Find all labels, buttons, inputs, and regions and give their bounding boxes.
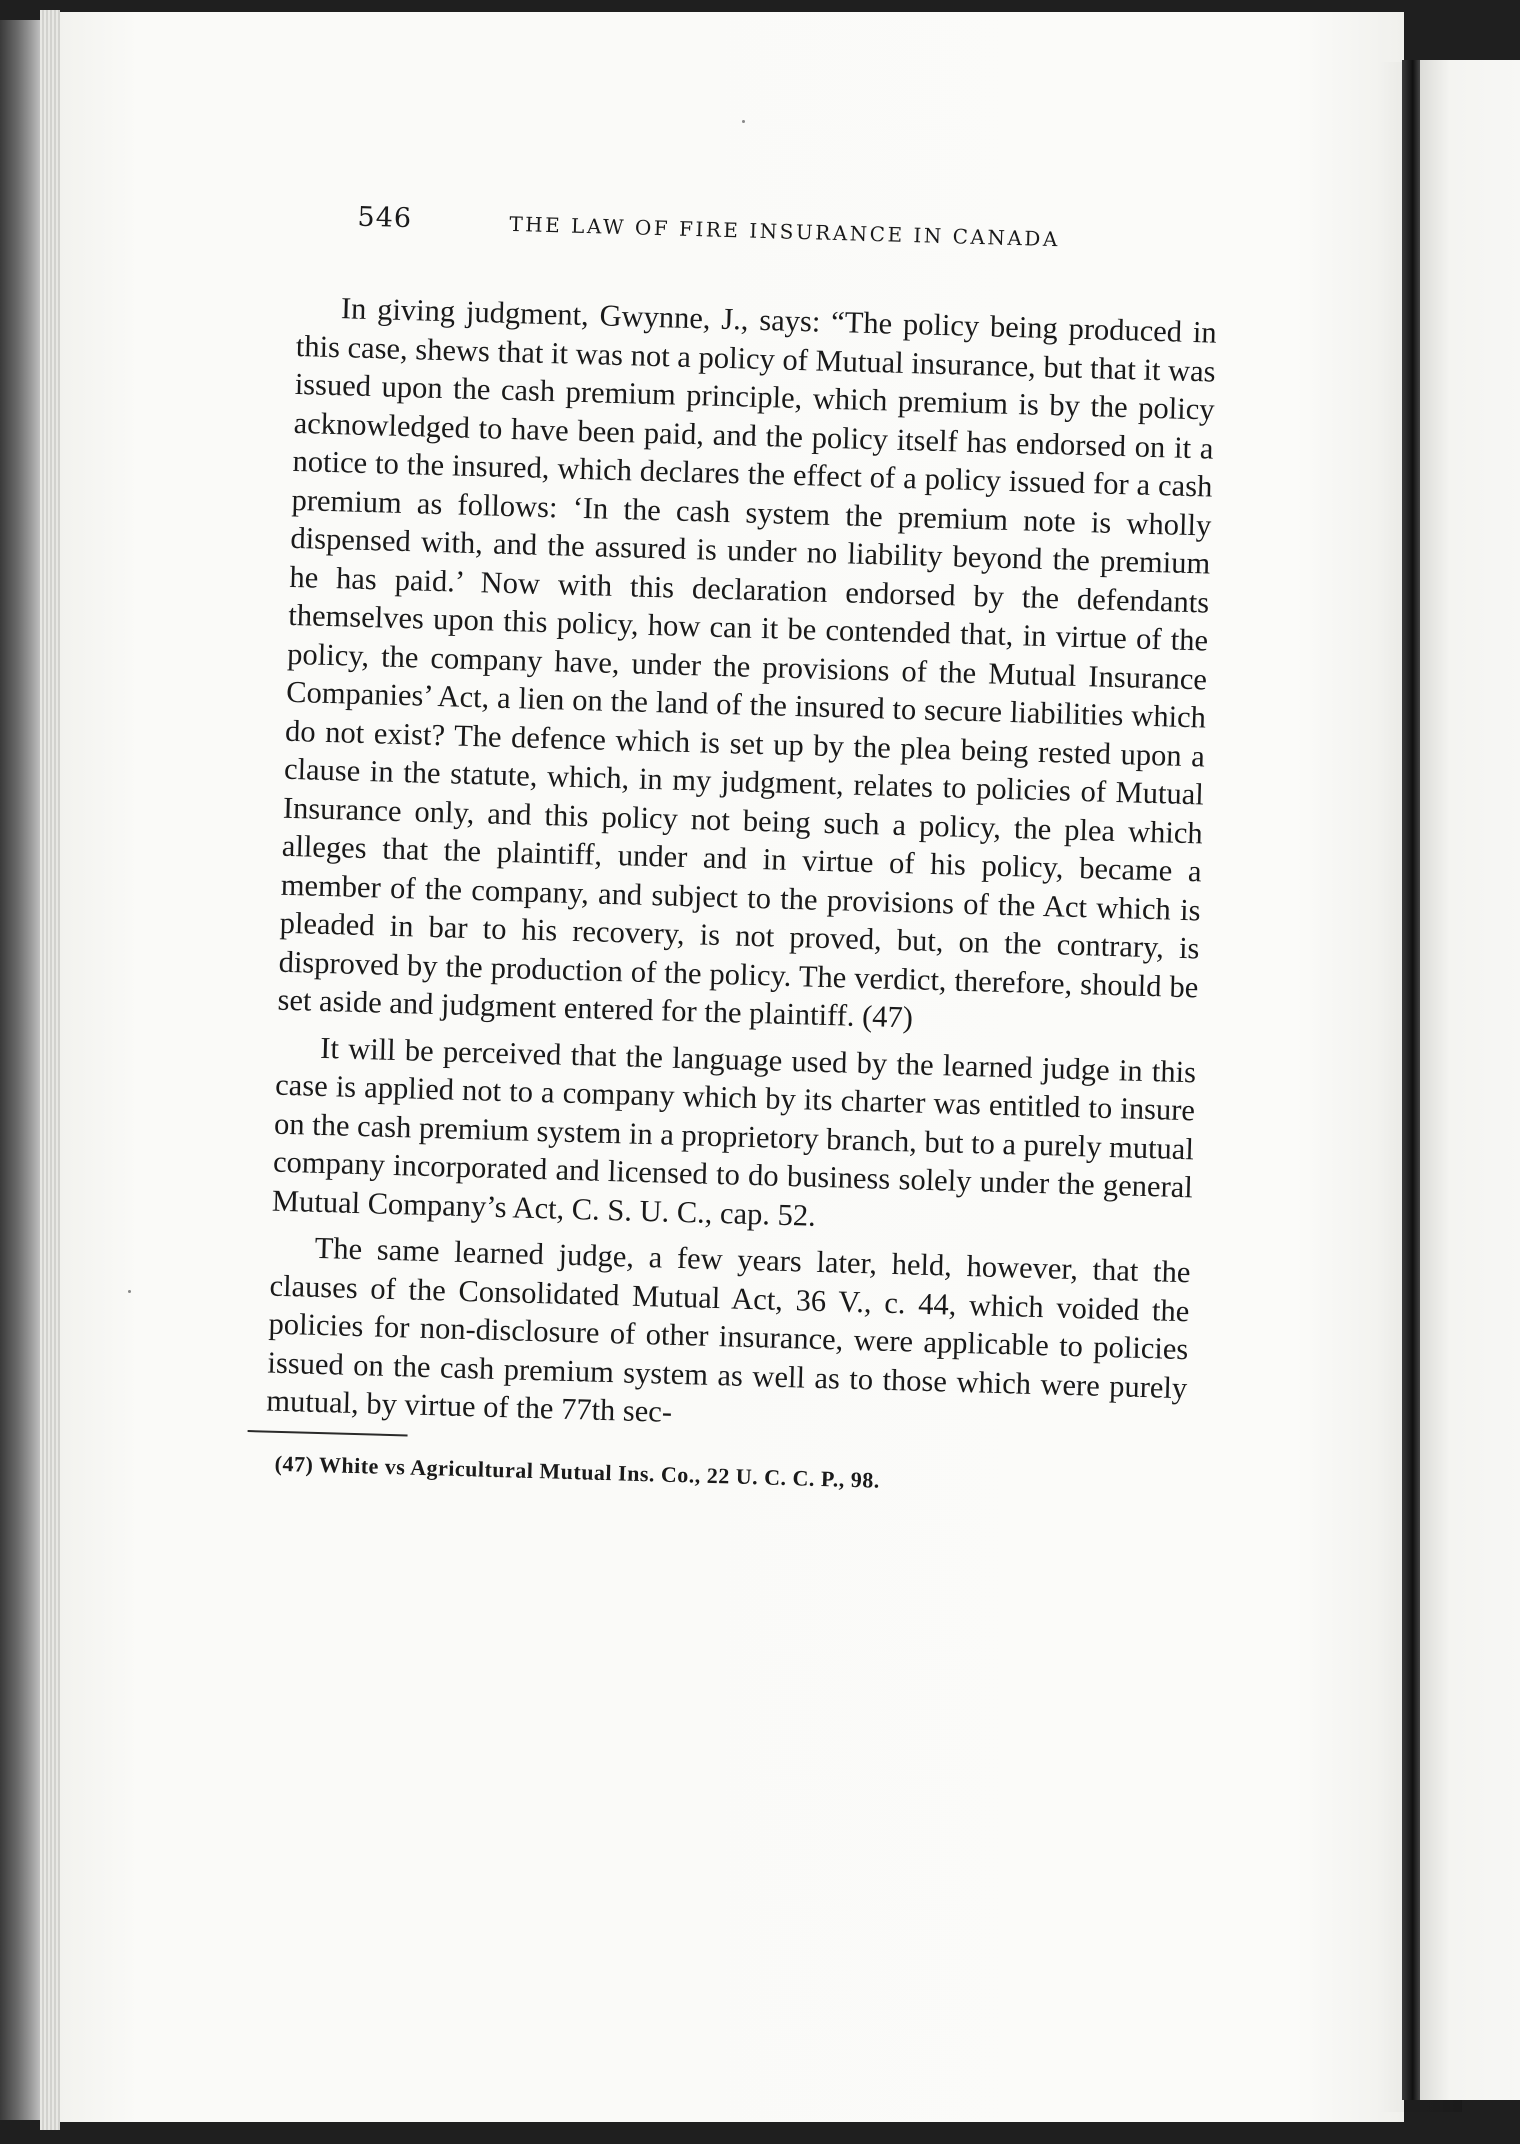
paragraph-1: In giving judgment, Gwynne, J., says: “The policy being produced in this case, shews that it was not a policy of Mutual insurance, but that it was issued upon the cash premium principle, which premium is by the policy acknowledged to have been paid, and the policy itself has endorsed on it a notice to the insured, which declares the effect of a policy issued for a cash premium as follows: ‘In the cash system the premium note is wholly dispensed with, and the assured is under no liability beyond the premium he has paid.’ Now with this declaration endorsed by the defendants themselves upon this policy, how can it be contended that, in virtue of the policy, the company have, under the provisions of the Mutual Insurance Companies’ Act, a lien on the land of the insured to secure liabilities which do not exist? The defence which is set up by the plea being rested upon a clause in the statute, which, in my judgment, relates to policies of Mutual Insurance only, and this policy not being such a policy, the plea which alleges that the plaintiff, under and in virtue of his policy, became a member of the company, and subject to the provisions of the Act which is pleaded in bar to his recovery, is not proved, but, on the contrary, is disproved by the production of the policy. The verdict, therefore, should be set aside and judgment entered for the plaintiff. (47) xyxy=(277,291,1218,1035)
dust-speck xyxy=(742,120,745,123)
paragraph-2: It will be perceived that the language used by the learned judge in this case is applied not to a company which by its charter was entitled to insure on the cash premium system in a proprietory branch, but to a purely mutual company incorporated and licensed to do business solely under the general Mutual Company’s Act, C. S. U. C., cap. 52. xyxy=(271,1030,1197,1233)
facing-page-edge xyxy=(1420,60,1520,2100)
page-stack-edge xyxy=(40,10,60,2130)
footnote-rule xyxy=(248,1430,408,1436)
dust-speck xyxy=(128,1290,131,1293)
page-number: 546 xyxy=(357,201,413,235)
text-block xyxy=(264,200,1219,1502)
book-left-edge xyxy=(0,20,44,2120)
running-title: THE LAW OF FIRE INSURANCE IN CANADA xyxy=(509,211,1061,252)
book-spine xyxy=(1402,60,1420,2100)
paragraph-3: The same learned judge, a few years later, held, however, that the clauses of the Consolidated Mutual Act, 36 V., c. 44, which voided the policies for non-disclosure of other insurance, were applicable to policies issued on the cash premium system as well as to those which were purely mutual, by virtue of the 77th sec- xyxy=(265,1230,1191,1429)
footnote: (47) White vs Agricultural Mutual Ins. Co., 22 U. C. C. P., 98. xyxy=(274,1450,881,1493)
